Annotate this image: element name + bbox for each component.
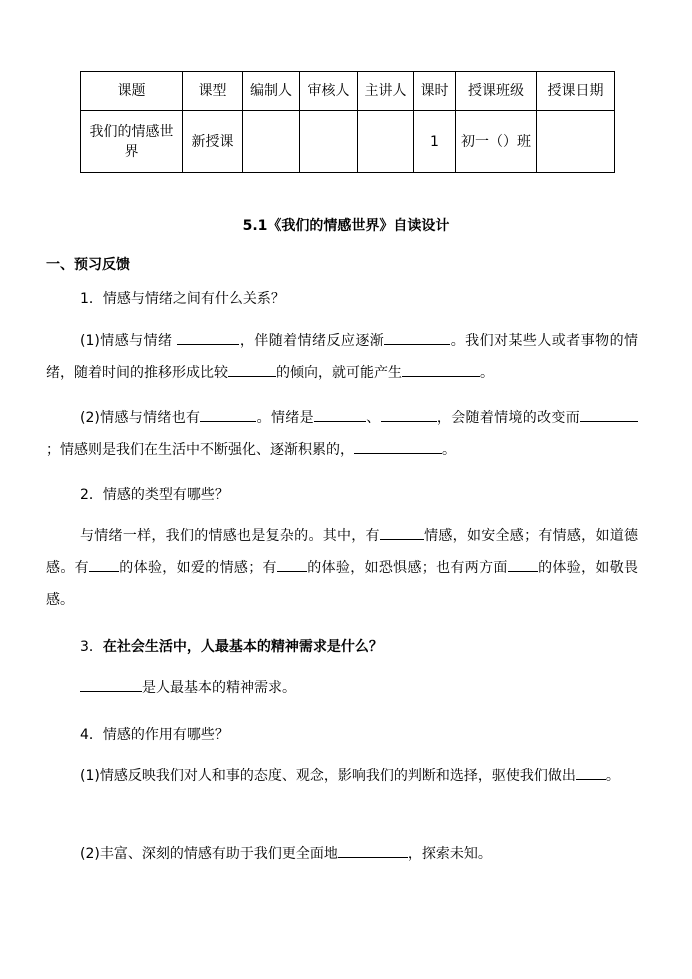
text: ，伴随着情绪反应逐渐 [239, 333, 385, 349]
answer-blank[interactable] [381, 407, 437, 422]
q4-paragraph-2 [46, 838, 638, 870]
header-cell: 授课班级 [456, 72, 537, 111]
answer-blank[interactable] [177, 330, 239, 345]
text: ；情感则是我们在生活中不断强化、逐渐积累的， [46, 442, 354, 458]
text: 。 [480, 365, 494, 381]
text: (2)情感与情绪也有 [80, 410, 201, 426]
question-3 [80, 636, 383, 656]
text: ，探索未知。 [407, 846, 492, 862]
answer-blank[interactable] [354, 439, 442, 454]
answer-blank[interactable] [314, 407, 366, 422]
question-4: 4．情感的作用有哪些？ [80, 727, 229, 743]
table-cell [358, 111, 414, 173]
answer-blank[interactable] [89, 557, 119, 572]
header-cell: 课型 [183, 72, 243, 111]
answer-blank[interactable] [80, 677, 142, 692]
answer-blank[interactable] [200, 407, 256, 422]
answer-blank[interactable] [338, 843, 408, 858]
answer-blank[interactable] [228, 362, 276, 377]
text: 。我们对某些人或者事物的情绪，随着时间的推移形成比较 [46, 333, 639, 381]
header-cell: 审核人 [300, 72, 358, 111]
table-cell: 初一（）班 [456, 111, 537, 173]
table-cell [537, 111, 615, 173]
q1-paragraph-2 [46, 402, 638, 466]
lesson-info-table [80, 71, 615, 173]
q4-paragraph-1 [46, 760, 638, 792]
header-cell: 课题 [81, 72, 183, 111]
text: 的体验，如敬畏感。 [46, 560, 639, 608]
section-heading: 一、预习反馈 [46, 257, 130, 273]
header-cell: 编制人 [243, 72, 300, 111]
text: 情感，如安全感；有情感，如道德感。有 [46, 528, 639, 576]
header-cell: 课时 [414, 72, 456, 111]
answer-blank[interactable] [384, 330, 450, 345]
table-cell: 1 [414, 111, 456, 173]
text: 。 [605, 768, 620, 784]
header-cell: 主讲人 [358, 72, 414, 111]
table-cell [300, 111, 358, 173]
q1-paragraph-1 [46, 325, 638, 389]
question-1: 1．情感与情绪之间有什么关系？ [80, 291, 285, 307]
answer-blank[interactable] [580, 407, 638, 422]
q2-paragraph [46, 520, 638, 616]
text: (1)情感反映我们对人和事的态度、观念，影响我们的判断和选择，驱使我们做出 [80, 768, 576, 784]
answer-blank[interactable] [576, 765, 606, 780]
answer-blank[interactable] [508, 557, 538, 572]
question-number: 3． [80, 639, 103, 655]
text: 是人最基本的精神需求。 [142, 680, 296, 696]
answer-blank[interactable] [402, 362, 480, 377]
table-row [81, 111, 615, 173]
text: 与情绪一样，我们的情感也是复杂的。其中，有 [80, 528, 380, 544]
header-cell: 授课日期 [537, 72, 615, 111]
text: ，会随着情境的改变而 [436, 410, 581, 426]
text: 的体验，如爱的情感；有 [118, 560, 277, 576]
table-header-row [81, 72, 615, 111]
answer-blank[interactable] [380, 525, 424, 540]
question-2: 2．情感的类型有哪些？ [80, 487, 229, 503]
table-cell: 新授课 [183, 111, 243, 173]
answer-blank[interactable] [277, 557, 307, 572]
text: (2)丰富、深刻的情感有助于我们更全面地 [80, 846, 338, 862]
question-text: 在社会生活中，人最基本的精神需求是什么？ [102, 639, 383, 655]
table-cell [243, 111, 300, 173]
document-title: 5.1《我们的情感世界》自读设计 [242, 218, 450, 234]
text: 的体验，如恐惧感；也有两方面 [306, 560, 508, 576]
text: 的倾向，就可能产生 [276, 365, 402, 381]
text: 。情绪是 [256, 410, 314, 426]
table-cell: 我们的情感世界 [81, 111, 183, 173]
text: 。 [442, 442, 456, 458]
q3-paragraph [80, 672, 620, 704]
text: (1)情感与情绪 [80, 333, 173, 349]
text: 、 [365, 410, 381, 426]
